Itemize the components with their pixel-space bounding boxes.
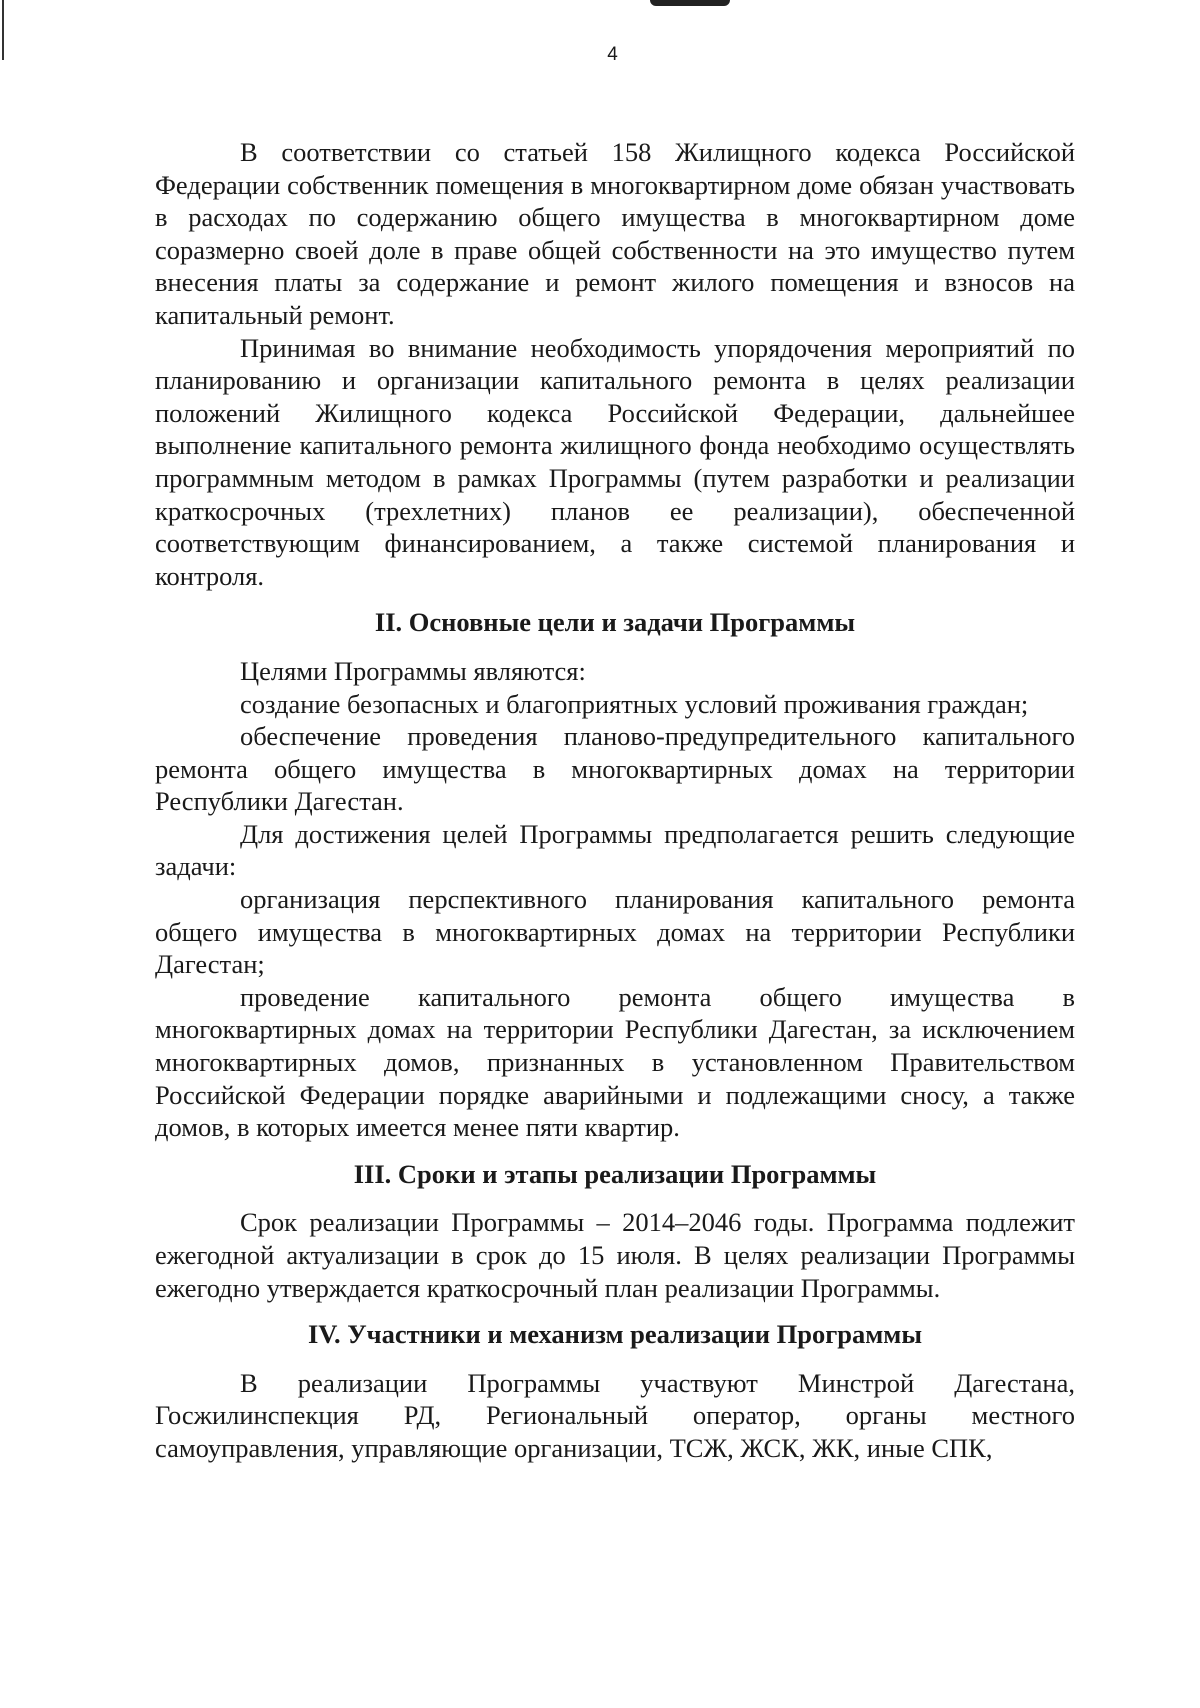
paragraph: создание безопасных и благоприятных условий проживания граждан; [240, 688, 1029, 719]
scan-artifact-mark [650, 0, 730, 6]
section-heading: III. Сроки и этапы реализации Программы [353, 1158, 877, 1189]
section-heading: IV. Участники и механизм реализации Программы [307, 1319, 923, 1350]
paragraph: В реализации Программы участвуют Минстрой Дагестана, Госжилинспекция РД, Региональный оператор, органы местного самоуправления, управляющие организации, ТСЖ, ЖСК, ЖК, иные СПК, [155, 1367, 1075, 1463]
paragraph: Для достижения целей Программы предполагается решить следующие задачи: [155, 818, 1075, 882]
paragraph: обеспечение проведения планово-предупредительного капитального ремонта общего имущества в многоквартирных домах на территории Республики Дагестан. [155, 721, 1075, 817]
paragraph: В соответствии со статьей 158 Жилищного кодекса Российской Федерации собственник помещения в многоквартирном доме обязан участвовать в расходах по содержанию общего имущества в многоквартирном доме соразмерно своей доле в праве общей собственности на это имущество путем внесения платы за содержание и ремонт жилого помещения и взносов на капитальный ремонт. [155, 137, 1075, 330]
page-number: 4 [607, 44, 618, 65]
paragraph: проведение капитального ремонта общего имущества в многоквартирных домах на территории Республики Дагестан, за исключением многоквартирных домов, признанных в установленном Правительством Российской Федерации порядке аварийными и подлежащими сносу, а также домов, в которых имеется менее пяти квартир. [155, 981, 1075, 1143]
paragraph: Принимая во внимание необходимость упорядочения мероприятий по планированию и организации капитального ремонта в целях реализации положений Жилищного кодекса Российской Федерации, дальнейшее выполнение капитального ремонта жилищного фонда необходимо осуществлять программным методом в рамках Программы (путем разработки и реализации краткосрочных (трехлетних) планов ее реализации), обеспеченной соответствующим финансированием, а также системой планирования и контроля. [155, 332, 1075, 591]
document-body [155, 136, 1075, 1465]
paragraph: организация перспективного планирования капитального ремонта общего имущества в многоквартирных домах на территории Республики Дагестан; [155, 884, 1075, 980]
section-heading: II. Основные цели и задачи Программы [374, 607, 856, 638]
paragraph: Целями Программы являются: [240, 655, 586, 686]
paragraph: Срок реализации Программы – 2014–2046 годы. Программа подлежит ежегодной актуализации в срок до 15 июля. В целях реализации Программы ежегодно утверждается краткосрочный план реализации Программы. [155, 1207, 1075, 1303]
